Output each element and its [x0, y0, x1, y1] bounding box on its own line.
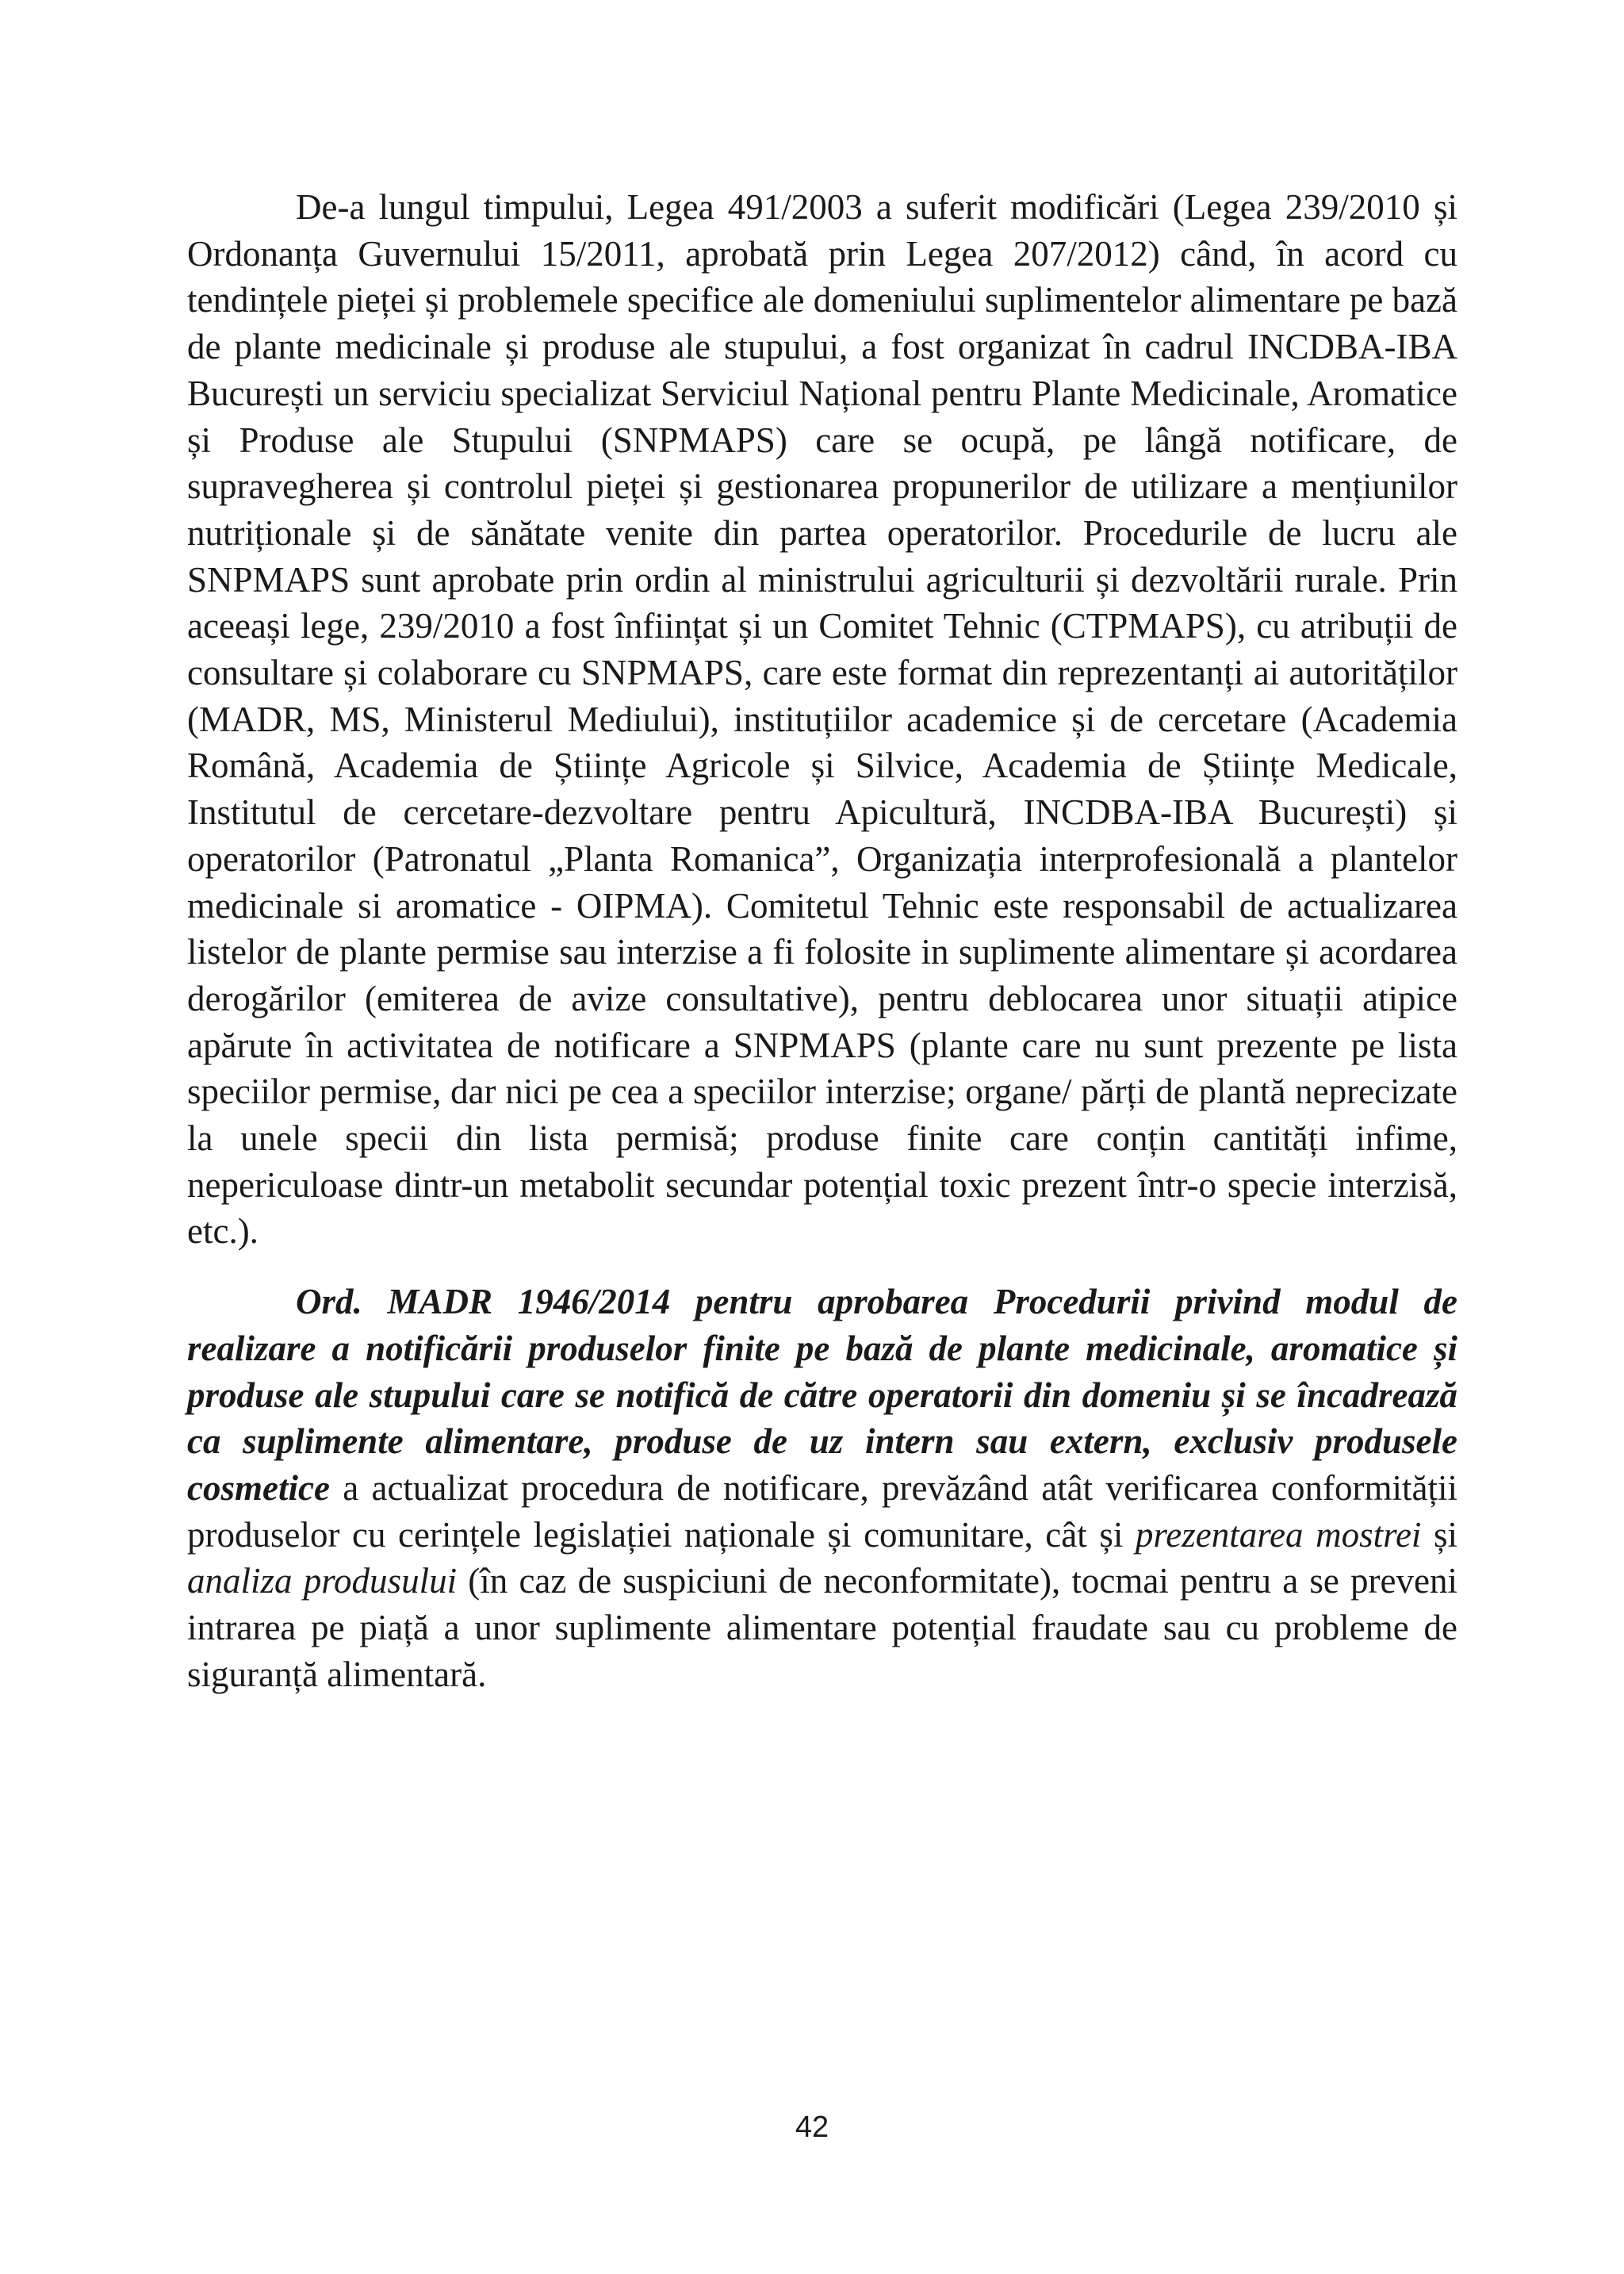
ord-madr-title: Ord. MADR 1946/2014 pentru aprobarea Procedurii privind modul de realizare a notificării produselor finite pe bază de plante medicinale, aromatice și produse ale stupului care se notifică de către operatorii din domeniu și se încadrează ca suplimente alimentare, produse de uz intern sau extern, exclusiv produsele cosmetice: [187, 1282, 1457, 1508]
ord-madr-text-3: (în caz de suspiciuni de neconformitate), tocmai pentru a se preveni intrarea pe piață a unor suplimente alimentare potențial fraudate sau cu probleme de siguranță alimentară.: [187, 1561, 1457, 1694]
page-number: 42: [795, 2111, 829, 2144]
ord-madr-italic-sample: prezentarea mostrei: [1135, 1514, 1422, 1555]
ord-madr-italic-analysis: analiza produsului: [187, 1561, 458, 1601]
ord-madr-text-1: a actualizat procedura de notificare, prevăzând atât verificarea conformității produselor cu cerințele legislației naționale și comunitare, cât și: [187, 1467, 1457, 1555]
body-text: [187, 184, 1457, 1698]
paragraph-ord-madr: [187, 1279, 1457, 1697]
ord-madr-text-2: și: [1421, 1514, 1457, 1555]
paragraph-legislation-history: De-a lungul timpului, Legea 491/2003 a suferit modificări (Legea 239/2010 și Ordonanța Guvernului 15/2011, aprobată prin Legea 207/2012) când, în acord cu tendințele pieței și problemele specifice ale domeniului suplimentelor alimentare pe bază de plante medicinale și produse ale stupului, a fost organizat în cadrul INCDBA-IBA București un serviciu specializat Serviciul Național pentru Plante Medicinale, Aromatice și Produse ale Stupului (SNPMAPS) care se ocupă, pe lângă notificare, de supravegherea și controlul pieței și gestionarea propunerilor de utilizare a mențiunilor nutriționale și de sănătate venite din partea operatorilor. Procedurile de lucru ale SNPMAPS sunt aprobate prin ordin al ministrului agriculturii și dezvoltării rurale. Prin aceeași lege, 239/2010 a fost înființat și un Comitet Tehnic (CTPMAPS), cu atribuții de consultare și colaborare cu SNPMAPS, care este format din reprezentanți ai autorităților (MADR, MS, Ministerul Mediului), instituțiilor academice și de cercetare (Academia Română, Academia de Științe Agricole și Silvice, Academia de Științe Medicale, Institutul de cercetare-dezvoltare pentru Apicultură, INCDBA-IBA București) și operatorilor (Patronatul „Planta Romanica”, Organizația interprofesională a plantelor medicinale si aromatice - OIPMA). Comitetul Tehnic este responsabil de actualizarea listelor de plante permise sau interzise a fi folosite in suplimente alimentare și acordarea derogărilor (emiterea de avize consultative), pentru deblocarea unor situații atipice apărute în activitatea de notificare a SNPMAPS (plante care nu sunt prezente pe lista speciilor permise, dar nici pe cea a speciilor interzise; organe/ părți de plantă neprecizate la unele specii din lista permisă; produse finite care conțin cantități infime, nepericuloase dintr-un metabolit secundar potențial toxic prezent într-o specie interzisă, etc.).: [187, 187, 1457, 1252]
